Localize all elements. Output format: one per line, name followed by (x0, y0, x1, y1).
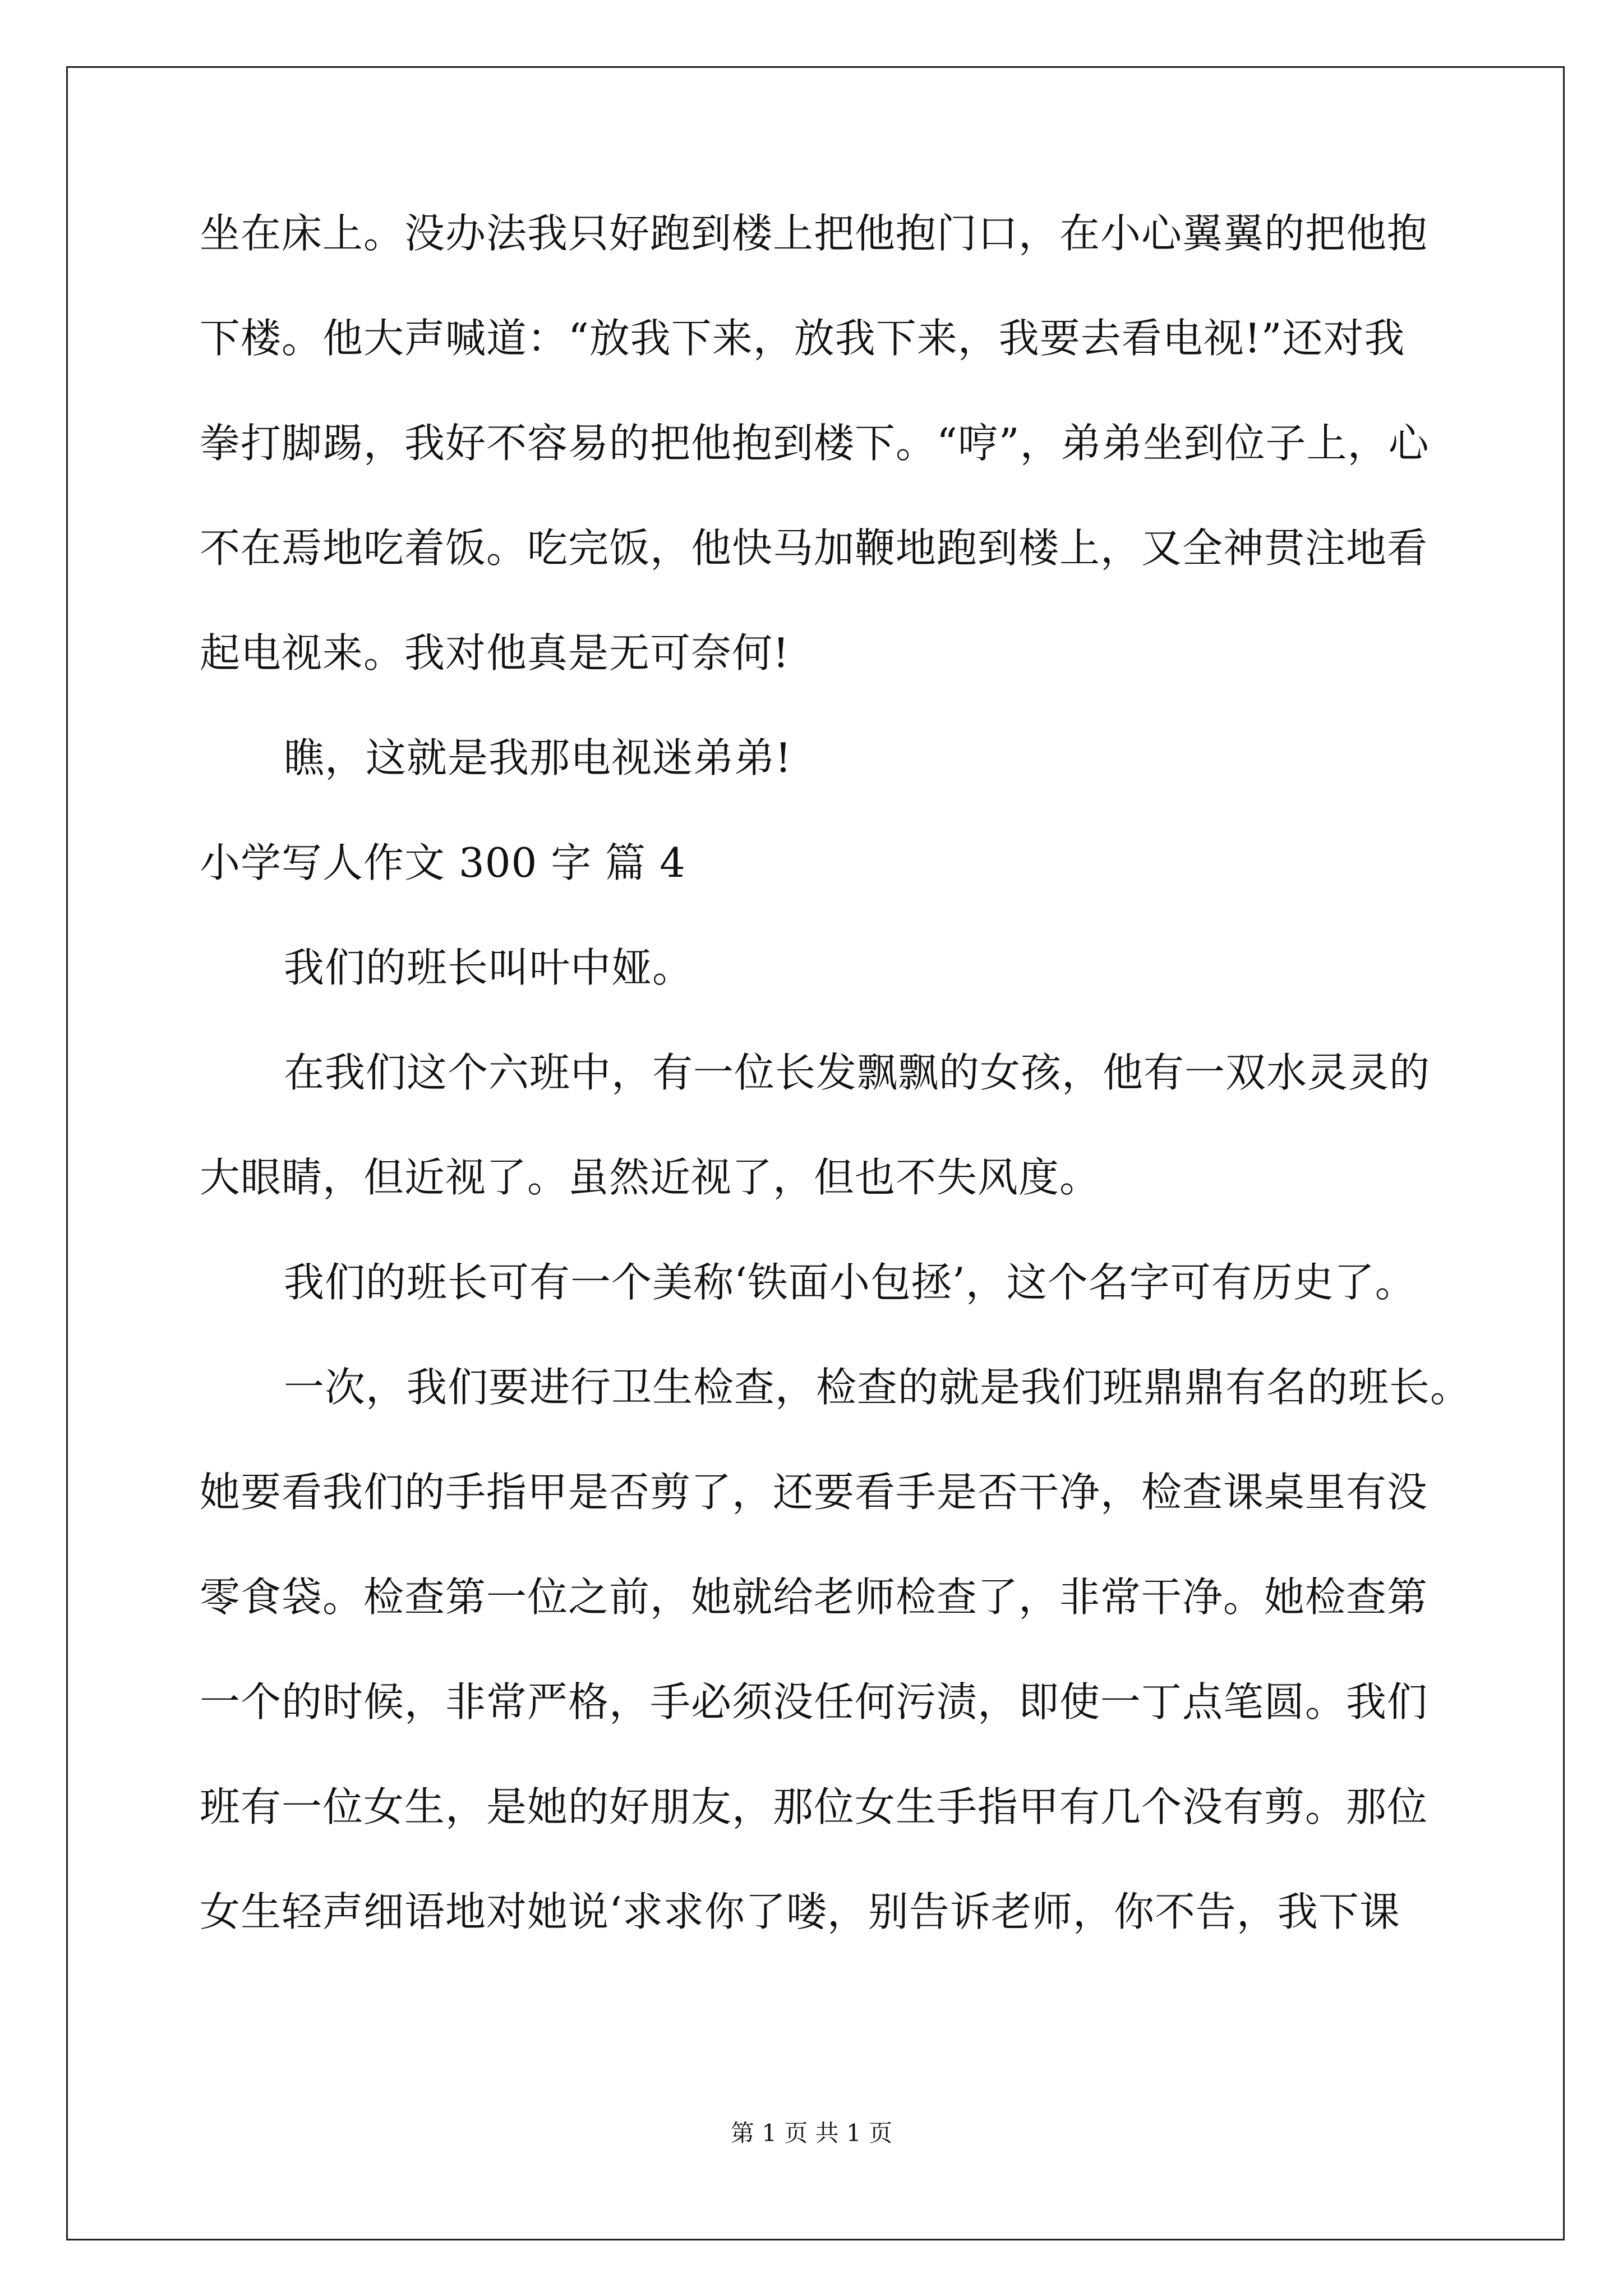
text-line-12: 一次，我们要进行卫生检查，检查的就是我们班鼎鼎有名的班长。 (284, 1364, 1472, 1411)
text-line-5: 起电视来。我对他真是无可奈何! (200, 629, 790, 677)
text-line-11: 我们的班长可有一个美称‘铁面小包拯’，这个名字可有历史了。 (284, 1259, 1416, 1306)
text-line-15: 一个的时候，非常严格，手必须没任何污渍，即使一丁点笔圆。我们 (200, 1678, 1428, 1726)
page-footer: 第 1 页 共 1 页 (730, 2119, 893, 2147)
text-line-10: 大眼睛，但近视了。虽然近视了，但也不失风度。 (200, 1154, 1101, 1201)
text-line-2: 下楼。他大声喊道：“放我下来，放我下来，我要去看电视!”还对我 (200, 315, 1405, 362)
text-line-14: 零食袋。检查第一位之前，她就给老师检查了，非常干净。她检查第 (200, 1573, 1428, 1621)
text-line-9: 在我们这个六班中，有一位长发飘飘的女孩，他有一双水灵灵的 (284, 1049, 1431, 1096)
text-line-13: 她要看我们的手指甲是否剪了，还要看手是否干净，检查课桌里有没 (200, 1469, 1428, 1516)
text-line-3: 拳打脚踢，我好不容易的把他抱到楼下。“哼”，弟弟坐到位子上，心 (200, 420, 1430, 467)
section-heading: 小学写人作文 300 字 篇 4 (200, 839, 686, 886)
text-line-1: 坐在床上。没办法我只好跑到楼上把他抱门口，在小心翼翼的把他抱 (200, 210, 1428, 257)
paragraph-intro: 我们的班长叫叶中娅。 (284, 944, 694, 991)
text-line-17: 女生轻声细语地对她说‘求求你了喽，别告诉老师，你不告，我下课 (200, 1888, 1400, 1935)
text-line-4: 不在焉地吃着饭。吃完饭，他快马加鞭地跑到楼上，又全神贯注地看 (200, 524, 1428, 572)
text-line-16: 班有一位女生，是她的好朋友，那位女生手指甲有几个没有剪。那位 (200, 1783, 1428, 1830)
paragraph-conclusion: 瞧，这就是我那电视迷弟弟! (284, 734, 792, 781)
